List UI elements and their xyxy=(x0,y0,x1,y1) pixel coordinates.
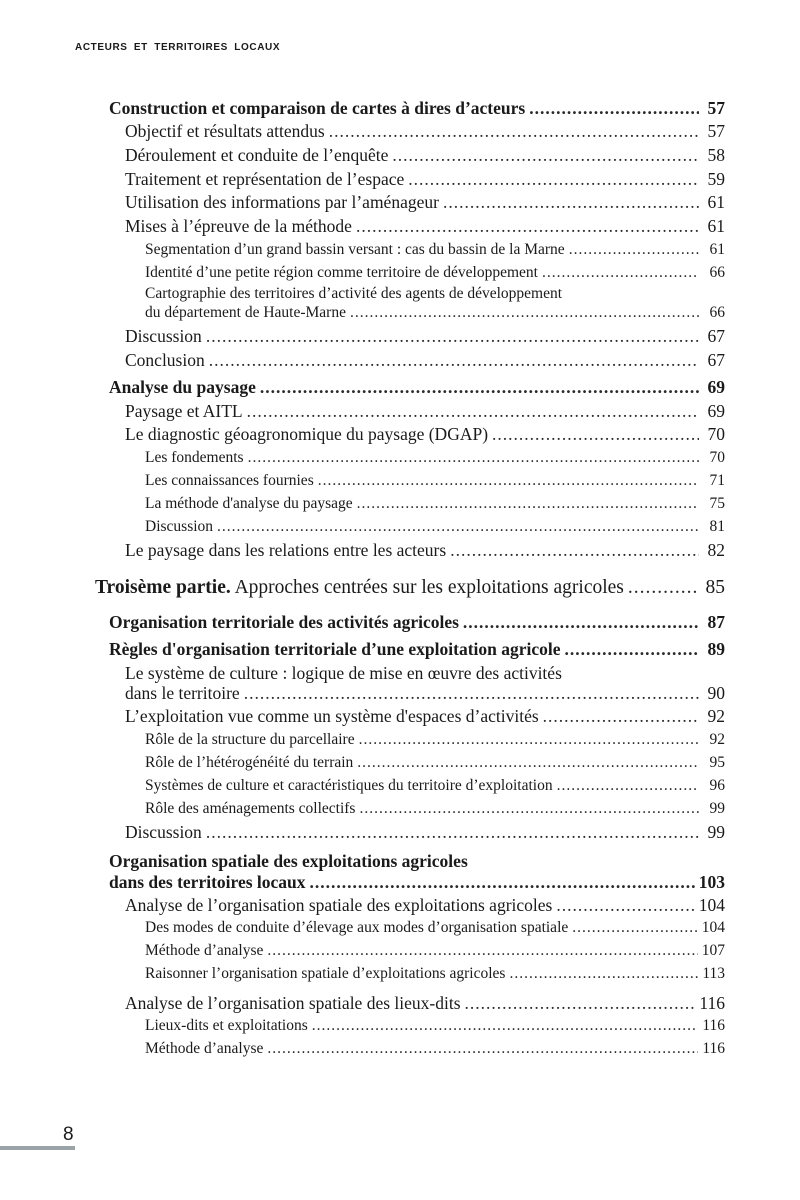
leader-dots xyxy=(529,98,699,119)
leader-dots xyxy=(267,942,697,960)
leader-dots xyxy=(310,872,695,893)
leader-dots xyxy=(357,495,699,513)
leader-dots xyxy=(329,121,699,142)
leader-dots xyxy=(556,895,694,916)
toc-entry-page: 96 xyxy=(709,777,725,794)
leader-dots xyxy=(312,1017,699,1035)
toc-entry-title: Lieux-dits et exploitations xyxy=(145,1017,308,1034)
toc-entry xyxy=(0,401,800,422)
toc-entry-page: 95 xyxy=(709,754,725,771)
toc-entry-title: Rôle de la structure du parcellaire xyxy=(145,731,355,748)
toc-entry-page: 57 xyxy=(707,98,725,118)
toc-entry-title-line: Cartographie des territoires d’activité des agents de développement xyxy=(145,285,563,302)
toc-entry-title: Construction et comparaison de cartes à dires d’acteurs xyxy=(109,98,526,118)
toc-entry-title: Discussion xyxy=(125,326,202,346)
toc-entry-page: 87 xyxy=(707,612,725,632)
leader-dots xyxy=(509,965,698,983)
page-number-rule xyxy=(0,1146,75,1150)
toc-entry xyxy=(0,777,800,795)
leader-dots xyxy=(557,777,699,795)
toc-entry-title: L’exploitation vue comme un système d'espaces d’activités xyxy=(125,706,539,726)
toc-entry-page: 75 xyxy=(709,495,725,512)
toc-entry-page: 70 xyxy=(709,449,725,466)
toc-entry-page: 66 xyxy=(709,304,725,321)
toc-entry-title: Objectif et résultats attendus xyxy=(125,121,325,141)
toc-entry-title: Analyse de l’organisation spatiale des exploitations agricoles xyxy=(125,895,553,915)
leader-dots xyxy=(492,424,699,445)
toc-entry-page: 61 xyxy=(709,241,725,258)
toc-entry-page: 90 xyxy=(707,683,725,703)
leader-dots xyxy=(267,1040,698,1058)
toc-entry-title-line: Le système de culture : logique de mise en œuvre des activités xyxy=(125,663,562,683)
toc-entry xyxy=(0,942,800,960)
toc-entry-title: Analyse de l’organisation spatiale des lieux-dits xyxy=(125,993,461,1013)
toc-entry xyxy=(0,639,800,660)
toc-entry-page: 89 xyxy=(707,639,725,659)
toc-entry-page: 104 xyxy=(698,895,725,915)
toc-entry-title: Rôle de l’hétérogénéité du terrain xyxy=(145,754,354,771)
toc-entry xyxy=(0,706,800,727)
toc-entry xyxy=(0,965,800,983)
toc-entry-title: Déroulement et conduite de l’enquête xyxy=(125,145,389,165)
toc-entry-title: Les fondements xyxy=(145,449,244,466)
toc-entry-page: 99 xyxy=(709,800,725,817)
toc-entry-page: 81 xyxy=(709,518,725,535)
toc-entry-page: 70 xyxy=(707,424,725,444)
toc-entry-page: 116 xyxy=(702,1017,725,1034)
toc-entry-title: Discussion xyxy=(145,518,214,535)
toc-entry xyxy=(0,121,800,142)
toc-entry xyxy=(0,540,800,561)
toc-entry-page: 92 xyxy=(709,731,725,748)
leader-dots xyxy=(244,683,699,704)
toc-entry-title: Identité d’une petite région comme territoire de développement xyxy=(145,264,538,281)
leader-dots xyxy=(357,754,699,772)
toc-entry xyxy=(0,216,800,237)
toc-entry xyxy=(0,518,800,536)
toc-entry-title: du département de Haute-Marne xyxy=(145,304,346,321)
toc-entry-page: 61 xyxy=(707,216,725,236)
leader-dots xyxy=(248,449,699,467)
toc-entry xyxy=(0,241,800,259)
toc-entry-page: 85 xyxy=(705,577,725,598)
toc-entry xyxy=(0,326,800,347)
toc-entry xyxy=(0,98,800,119)
toc-entry xyxy=(0,1040,800,1058)
toc-entry-page: 61 xyxy=(707,192,725,212)
leader-dots xyxy=(356,216,699,237)
toc-entry xyxy=(0,449,800,467)
toc-entry-title: Segmentation d’un grand bassin versant : cas du bassin de la Marne xyxy=(145,241,565,258)
leader-dots xyxy=(318,472,699,490)
leader-dots xyxy=(450,540,699,561)
toc-entry-title: La méthode d'analyse du paysage xyxy=(145,495,353,512)
toc-entry-page: 103 xyxy=(698,872,725,892)
toc-entry-page: 58 xyxy=(707,145,725,165)
leader-dots xyxy=(465,993,696,1014)
toc-entry xyxy=(0,683,800,704)
toc-entry-title: dans le territoire xyxy=(125,683,240,703)
part-title-text: Approches centrées sur les exploitations agricoles xyxy=(234,577,624,598)
toc-entry-title: Les connaissances fournies xyxy=(145,472,314,489)
toc-entry xyxy=(0,872,800,893)
toc-entry-page: 59 xyxy=(707,169,725,189)
toc-entry-page: 71 xyxy=(709,472,725,489)
toc-entry xyxy=(0,192,800,213)
toc-entry-page: 69 xyxy=(707,377,725,397)
toc-entry xyxy=(0,731,800,749)
leader-dots xyxy=(247,401,699,422)
toc-entry-title: Utilisation des informations par l’aménageur xyxy=(125,192,439,212)
toc-entry-title: Méthode d’analyse xyxy=(145,1040,264,1057)
toc-entry-title: Des modes de conduite d’élevage aux modes d’organisation spatiale xyxy=(145,919,569,936)
part-label: Troisème partie. xyxy=(95,577,231,598)
leader-dots xyxy=(260,377,699,398)
toc-entry xyxy=(0,495,800,513)
toc-entry-title: Organisation territoriale des activités agricoles xyxy=(109,612,459,632)
toc-entry xyxy=(0,1017,800,1035)
toc-entry xyxy=(0,145,800,166)
toc-entry-page: 113 xyxy=(702,965,725,982)
toc-entry xyxy=(0,350,800,371)
leader-dots xyxy=(408,169,699,190)
toc-entry-page: 116 xyxy=(702,1040,725,1057)
toc-entry-title: Rôle des aménagements collectifs xyxy=(145,800,356,817)
leader-dots xyxy=(572,919,697,937)
toc-entry-title: dans des territoires locaux xyxy=(109,872,306,892)
running-head: ACTEURS ET TERRITOIRES LOCAUX xyxy=(75,42,281,53)
toc-entry xyxy=(0,800,800,818)
leader-dots xyxy=(350,304,699,322)
toc-entry-title: Systèmes de culture et caractéristiques du territoire d’exploitation xyxy=(145,777,553,794)
toc-entry-page: 67 xyxy=(707,350,725,370)
toc-entry-title: Règles d'organisation territoriale d’une exploitation agricole xyxy=(109,639,561,659)
toc-entry xyxy=(0,424,800,445)
leader-dots xyxy=(206,326,699,347)
toc-entry-page: 107 xyxy=(701,942,725,959)
toc-entry-title: Méthode d’analyse xyxy=(145,942,264,959)
leader-dots xyxy=(565,639,699,660)
toc-entry-page: 99 xyxy=(707,822,725,842)
toc-entry-title: Paysage et AITL xyxy=(125,401,243,421)
toc-entry-title: Conclusion xyxy=(125,350,205,370)
leader-dots xyxy=(463,612,699,633)
leader-dots xyxy=(359,800,699,818)
leader-dots xyxy=(542,264,699,282)
toc-entry xyxy=(0,754,800,772)
toc-part-entry xyxy=(0,577,800,599)
toc-entry xyxy=(0,377,800,398)
toc-part-title xyxy=(95,577,624,599)
toc-entry-page: 92 xyxy=(707,706,725,726)
leader-dots xyxy=(209,350,699,371)
toc-entry-page: 104 xyxy=(701,919,725,936)
toc-entry-page: 116 xyxy=(699,993,725,1013)
toc-entry-title: Analyse du paysage xyxy=(109,377,256,397)
leader-dots xyxy=(628,577,699,599)
toc-entry xyxy=(0,895,800,916)
toc-entry xyxy=(0,304,800,322)
toc-entry-page: 82 xyxy=(707,540,725,560)
leader-dots xyxy=(206,822,699,843)
leader-dots xyxy=(543,706,699,727)
toc-entry xyxy=(0,822,800,843)
toc-entry-page: 57 xyxy=(707,121,725,141)
toc-entry-title: Traitement et représentation de l’espace xyxy=(125,169,405,189)
leader-dots xyxy=(217,518,699,536)
leader-dots xyxy=(443,192,699,213)
toc-entry xyxy=(0,472,800,490)
toc-entry-page: 66 xyxy=(709,264,725,281)
toc-entry xyxy=(0,264,800,282)
toc-entry xyxy=(0,919,800,937)
toc-entry-page: 69 xyxy=(707,401,725,421)
toc-entry xyxy=(0,612,800,633)
toc-entry-title: Discussion xyxy=(125,822,202,842)
toc-entry-title: Raisonner l’organisation spatiale d’exploitations agricoles xyxy=(145,965,506,982)
leader-dots xyxy=(359,731,699,749)
leader-dots xyxy=(569,241,699,259)
toc-entry xyxy=(0,169,800,190)
toc-entry-title-line: Organisation spatiale des exploitations agricoles xyxy=(109,851,468,871)
toc-entry xyxy=(0,993,800,1014)
page-number: 8 xyxy=(63,1124,74,1145)
toc-entry-page: 67 xyxy=(707,326,725,346)
toc-entry-title: Le diagnostic géoagronomique du paysage (DGAP) xyxy=(125,424,489,444)
toc-entry-title: Mises à l’épreuve de la méthode xyxy=(125,216,352,236)
leader-dots xyxy=(392,145,699,166)
toc-entry-title: Le paysage dans les relations entre les acteurs xyxy=(125,540,447,560)
